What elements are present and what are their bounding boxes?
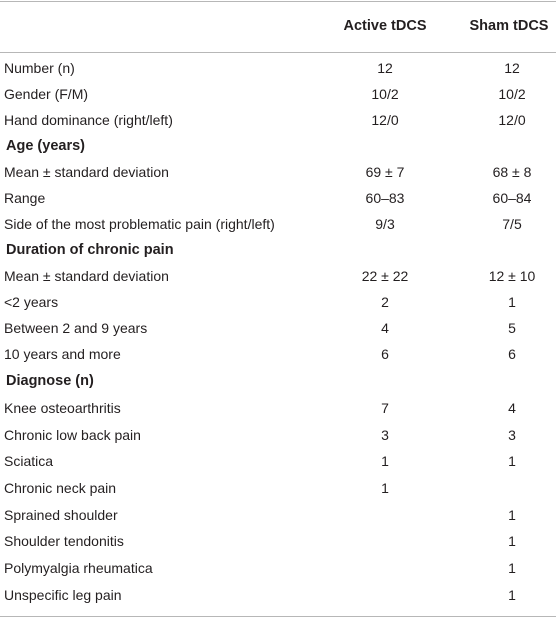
- sham-value: 1: [508, 587, 516, 603]
- table-row: [0, 263, 556, 289]
- sham-value: 6: [508, 346, 516, 362]
- section-label: Age (years): [6, 138, 85, 154]
- row-label: Number (n): [4, 60, 75, 76]
- active-value: 7: [381, 400, 389, 416]
- table-row: [0, 55, 556, 81]
- section-heading-duration: [0, 237, 556, 263]
- sham-value: 10/2: [498, 86, 526, 102]
- table-bottom-rule: [0, 616, 556, 617]
- column-header-active-tdcs: Active tDCS: [343, 18, 427, 34]
- table-row: [0, 448, 556, 474]
- table-row: [0, 159, 556, 185]
- row-label: Chronic neck pain: [4, 480, 117, 496]
- row-label: Mean ± standard deviation: [4, 268, 169, 284]
- row-label: Chronic low back pain: [4, 427, 141, 443]
- active-value: 12/0: [371, 112, 399, 128]
- row-label: Range: [4, 190, 46, 206]
- sham-value: 1: [508, 560, 516, 576]
- row-label: Mean ± standard deviation: [4, 164, 169, 180]
- row-label: Gender (F/M): [4, 86, 89, 102]
- active-value: 10/2: [371, 86, 399, 102]
- active-value: 60–83: [365, 190, 405, 206]
- row-label: Polymyalgia rheumatica: [4, 560, 153, 576]
- table-row: [0, 528, 556, 554]
- header-rule: [0, 52, 556, 53]
- sham-value: 68 ± 8: [492, 164, 532, 180]
- sham-value: 12 ± 10: [488, 268, 536, 284]
- table-row: [0, 81, 556, 107]
- sham-value: 3: [508, 427, 516, 443]
- active-value: 12: [377, 60, 393, 76]
- sham-value: 1: [508, 453, 516, 469]
- sham-value: 5: [508, 320, 516, 336]
- sham-value: 12/0: [498, 112, 526, 128]
- active-value: 69 ± 7: [365, 164, 405, 180]
- column-header-sham-tdcs: Sham tDCS: [469, 18, 549, 34]
- table-row: [0, 555, 556, 581]
- sham-value: 60–84: [492, 190, 532, 206]
- active-value: 4: [381, 320, 389, 336]
- sham-value: 1: [508, 533, 516, 549]
- sham-value: 7/5: [502, 216, 522, 232]
- active-value: 6: [381, 346, 389, 362]
- row-label: <2 years: [4, 294, 59, 310]
- active-value: 1: [381, 480, 389, 496]
- table-row: [0, 502, 556, 528]
- row-label: Hand dominance (right/left): [4, 112, 173, 128]
- table-row: [0, 582, 556, 608]
- row-label: 10 years and more: [4, 346, 121, 362]
- section-heading-age: [0, 133, 556, 159]
- table-top-rule: [0, 1, 556, 2]
- active-value: 2: [381, 294, 389, 310]
- section-heading-diagnose: [0, 368, 556, 394]
- table-header-row: [0, 13, 556, 39]
- table-row: [0, 341, 556, 367]
- row-label: Sprained shoulder: [4, 507, 118, 523]
- section-label: Duration of chronic pain: [6, 242, 174, 258]
- table-row: [0, 107, 556, 133]
- row-label: Unspecific leg pain: [4, 587, 122, 603]
- row-label: Shoulder tendonitis: [4, 533, 124, 549]
- row-label: Side of the most problematic pain (right/left): [4, 216, 275, 232]
- section-label: Diagnose (n): [6, 373, 94, 389]
- active-value: 3: [381, 427, 389, 443]
- table-row: [0, 395, 556, 421]
- active-value: 22 ± 22: [361, 268, 409, 284]
- row-label: Knee osteoarthritis: [4, 400, 121, 416]
- sham-value: 4: [508, 400, 516, 416]
- row-label: Between 2 and 9 years: [4, 320, 148, 336]
- table-row: [0, 185, 556, 211]
- active-value: 1: [381, 453, 389, 469]
- table-row: [0, 475, 556, 501]
- sham-value: 12: [504, 60, 520, 76]
- row-label: Sciatica: [4, 453, 54, 469]
- sham-value: 1: [508, 507, 516, 523]
- sham-value: 1: [508, 294, 516, 310]
- active-value: 9/3: [375, 216, 395, 232]
- table-row: [0, 422, 556, 448]
- table-row: [0, 211, 556, 237]
- table-row: [0, 315, 556, 341]
- table-row: [0, 289, 556, 315]
